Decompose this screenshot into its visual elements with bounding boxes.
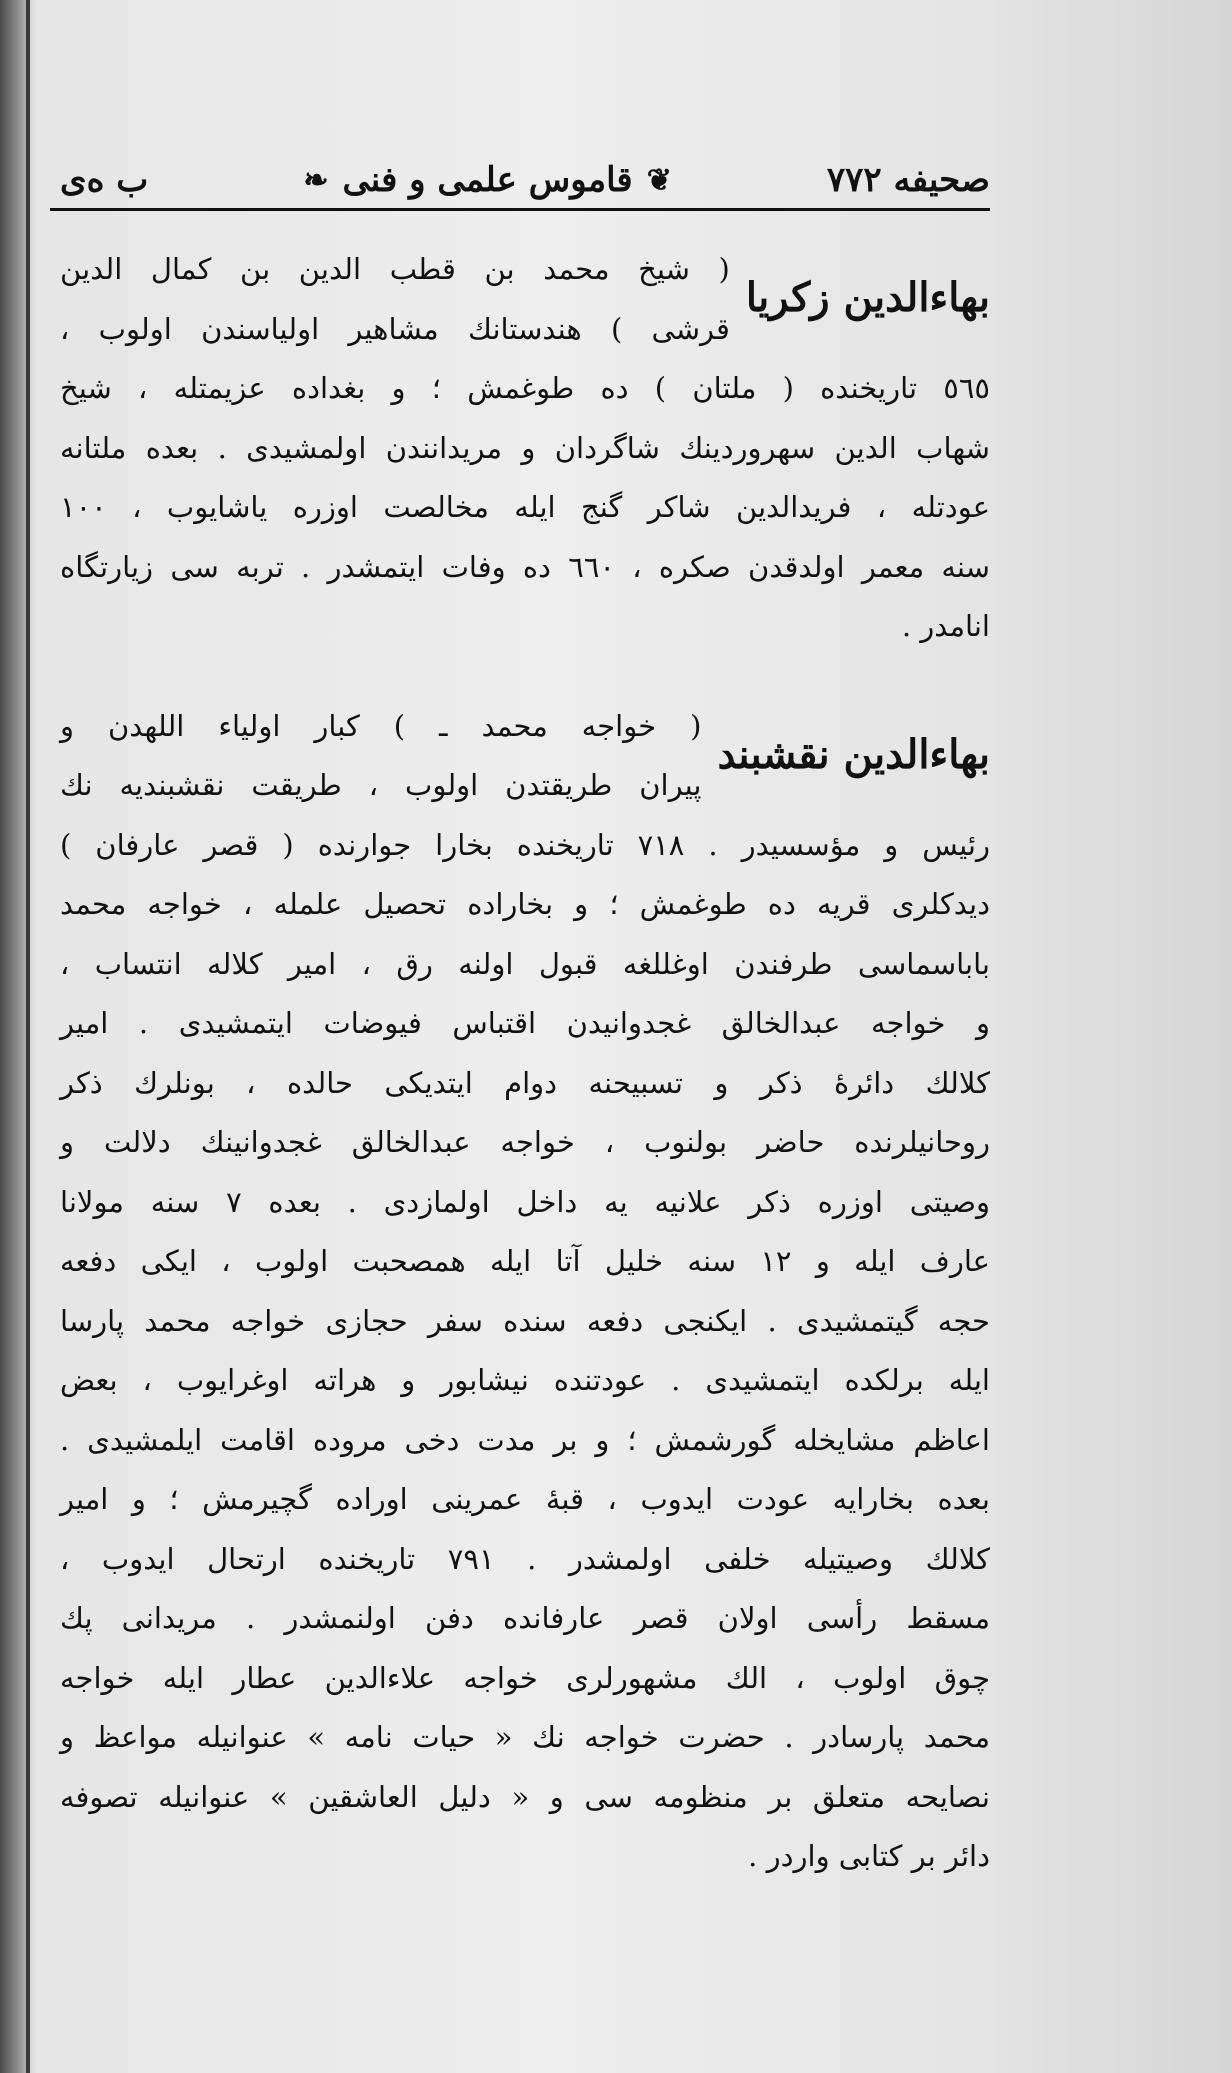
text-line: حجه گيتمشيدى . ايكنجى دفعه سنده سفر حجازى خواجه محمد پارسا [60,1303,990,1338]
page-body [60,240,990,1887]
text-line: شهاب الدين سهروردينك شاگردان و مريدانندن اولمشيدى . بعده ملتانه [60,430,990,465]
text-line: قرشى ) هندستانك مشاهير اولياسندن اولوب ، [60,311,730,346]
entry-bahaeddin-zekeriya [60,240,990,657]
text-line: ايله برلكده ايتمشيدى . عودتنده نيشابور و هراته اوغرايوب ، بعض [60,1363,990,1397]
entry-bahaeddin-naksibend [60,697,990,1887]
text-line: وصيتى اوزره ذكر علانيه يه داخل اولمازدى . بعده ٧ سنه مولانا [60,1184,990,1219]
text-line: ( شيخ محمد بن قطب الدين بن كمال الدين [60,252,730,286]
text-line: اعاظم مشايخله گورشمش ؛ و بر مدت دخى مروده اقامت ايلمشيدى . [60,1422,990,1457]
running-head-title-group [303,160,672,200]
dictionary-page [60,130,990,2030]
text-line: سنه معمر اولدقدن صكره ، ٦٦٠ ده وفات ايتمشدر . تربه سى زيارتگاه [60,549,990,584]
leaf-ornament-icon: ❧ [303,162,329,198]
text-line: محمد پارسادر . حضرت خواجه نك « حيات نامه » عنوانيله مواعظ و [60,1720,990,1754]
page-edge-line [26,0,30,2073]
text-line: رئيس و مؤسسيدر . ٧١٨ تاريخنده بخارا جوارنده ( قصر عارفان ) [60,827,990,862]
text-line: مسقط رأسى اولان قصر عارفانده دفن اولنمشدر . مريدانى پك [60,1601,990,1635]
header-rule [50,208,990,211]
running-head [60,130,990,200]
text-line: ٥٦٥ تاريخنده ( ملتان ) ده طوغمش ؛ و بغداده عزيمتله ، شيخ [60,371,990,405]
text-line: چوق اولوب ، الك مشهورلرى خواجه علاءالدين عطار ايله خواجه [60,1660,990,1695]
text-line: كلالك دائرۀ ذكر و تسبيحنه دوام ايتديكى حالده ، بونلرك ذكر [60,1065,990,1100]
entry-title: بهاءالدين زكريا [745,274,990,321]
text-line: عودتله ، فريدالدين شاكر گنج ايله مخالصت اوزره ياشايوب ، ١٠٠ [60,490,990,524]
text-line: ( خواجه محمد ـ ) كبار اولياء اللهدن و [60,708,702,743]
text-line: بعده بخارايه عودت ايدوب ، قبۀ عمرينى اوراده گچيرمش ؛ و امير [60,1482,990,1516]
text-line: دائر بر كتابى واردر . [748,1839,990,1873]
running-head-title: قاموس علمى و فنى [342,160,633,200]
text-line: كلالك وصيتيله خلفى اولمشدر . ٧٩١ تاريخنده ارتحال ايدوب ، [60,1541,990,1576]
entry-title: بهاءالدين نقشبند [717,730,990,778]
running-head-letter: ب ەى [60,160,149,200]
book-gutter [0,0,28,2073]
text-line: عارف ايله و ١٢ سنه خليل آتا ايله همصحبت اولوب ، ايكى دفعه [60,1244,990,1278]
text-line: نصايحه متعلق بر منظومه سى و « دليل العاشقين » عنوانيله تصوفه [60,1779,990,1814]
text-line: و خواجه عبدالخالق غجدوانيدن اقتباس فيوضات ايتمشيدى . امير [60,1006,990,1040]
text-line: انامدر . [901,609,990,643]
leaf-ornament-icon: ❦ [646,162,672,198]
running-head-page-label: صحيفه ٧٧٢ [826,160,990,200]
text-line: باباسماسى طرفندن اوغللغه قبول اولنه رق ، امير كلاله انتساب ، [60,946,990,981]
text-line: ديدكلرى قريه ده طوغمش ؛ و بخاراده تحصيل علمله ، خواجه محمد [60,887,990,921]
text-line: پيران طريقتدن اولوب ، طريقت نقشبنديه نك [60,768,702,802]
text-line: روحانيلرنده حاضر بولنوب ، خواجه عبدالخالق غجدوانينك دلالت و [60,1125,990,1159]
